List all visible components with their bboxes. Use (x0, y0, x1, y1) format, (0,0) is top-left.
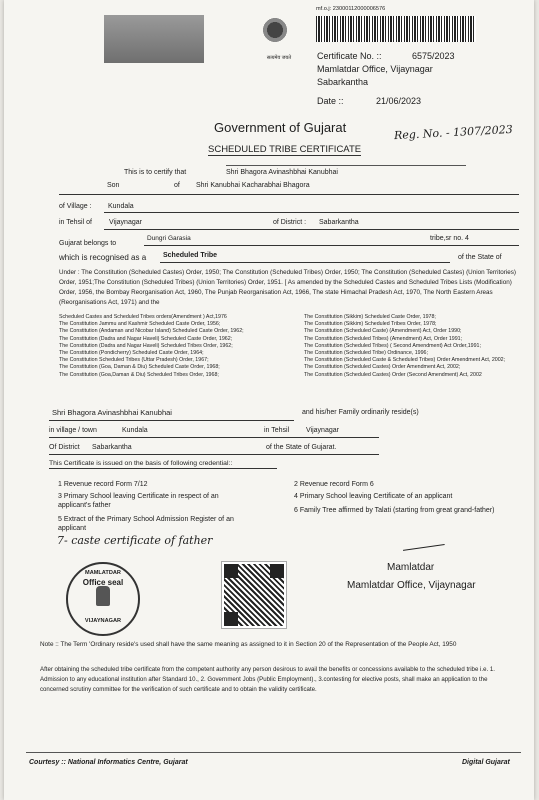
footer-right: Digital Gujarat (462, 759, 510, 766)
recognised-label: which is recognised as a (59, 253, 147, 262)
seal-emblem-icon (96, 586, 110, 606)
credential-item-6: 6 Family Tree affirmed by Talati (starting from great grand-father) (294, 507, 495, 514)
resides-village-label: in village / town (49, 427, 97, 434)
of-label: of (174, 182, 180, 189)
applicant-photo (104, 15, 204, 63)
certify-text: This is to certify that (124, 169, 187, 176)
certificate-no-label: Certificate No. :: (317, 51, 382, 61)
order-item: The Constitution (Scheduled Tribes) ( Second Amendment) Act Order,1991; (304, 342, 481, 349)
village-value: Kundala (108, 203, 134, 210)
orders-right-list (304, 314, 529, 379)
state-of-label: of the State of (458, 254, 502, 261)
resides-district-value: Sabarkantha (92, 444, 132, 451)
emblem-caption: सत्यमेव जयते (266, 55, 292, 61)
district-value: Sabarkantha (319, 219, 359, 226)
order-item: The Constitution (Goa,Daman & Diu) Scheduled Tribes Order, 1968; (59, 371, 219, 378)
order-item: The Constitution (Sikkim) Scheduled Caste Order, 1978; (304, 314, 436, 320)
resides-village-value: Kundala (122, 427, 148, 434)
seal-middle-text: Office seal (82, 578, 124, 587)
tehsil-value: Vijaynagar (109, 219, 142, 226)
father-name: Shri Kanubhai Kacharabhai Bhagora (196, 182, 310, 189)
government-title: Government of Gujarat (214, 120, 347, 135)
tribe-value: Dungri Garasia (147, 235, 191, 242)
national-emblem-icon (262, 14, 288, 54)
office-line1: Mamlatdar Office, Vijaynagar (317, 64, 433, 74)
order-item: The Constitution (Goa, Daman & Diu) Scheduled Caste Order, 1968; (59, 364, 220, 371)
son-label: Son (107, 182, 120, 189)
resides-family-text: and his/her Family ordinarily reside(s) (302, 409, 419, 416)
order-item: The Constitution (Andaman and Nicobar Island) Scheduled Caste Order, 1962; (59, 328, 244, 335)
certificate-page (4, 0, 534, 800)
order-item: The Constitution (Scheduled Castes) Order (Second Amendment) Act, 2002 (304, 371, 482, 378)
signatory-office: Mamlatdar Office, Vijaynagar (347, 580, 476, 591)
resides-state-text: of the State of Gujarat. (266, 444, 337, 451)
order-item: The Constitution (Dadra and Nagar Haveli) Scheduled Caste Order, 1962; (59, 335, 233, 342)
certificate-title: SCHEDULED TRIBE CERTIFICATE (208, 144, 362, 155)
reg-no-handwritten: Reg. No. - 1307/2023 (393, 122, 514, 143)
signature (401, 532, 444, 551)
credentials-heading: This Certificate is issued on the basis of following credential:: (49, 459, 277, 469)
resides-underline (49, 420, 294, 421)
under-paragraph: Under : The Constitution (Scheduled Castes) Order, 1950; The Constitution (Scheduled Tribes) Order, 1950; The Constitution (Scheduled Castes) (Union Territories) Order, 1951;The Constitution (Scheduled Tribes) (Union Territories) Order, 1951. [ As amended by the Scheduled Castes and Scheduled Tribes Lists (Modification) Order, 1956, the Bombay Reorganisation Act, 1960, The Punjab Reorganisation Act, 1966, The state Himachal Pradesh Act, 1970, The North Eastern Areas (Reorganisations Act, 1971) and the (59, 269, 516, 306)
village-underline (104, 212, 519, 213)
resides-name: Shri Bhagora Avinashbhai Kanubhai (52, 408, 172, 417)
order-item: The Constitution (Scheduled Caste & Scheduled Tribes) Order Amendment Act, 2002; (304, 357, 506, 364)
order-item: The Constitution (Dadra and Nagar Haveli) Scheduled Tribes Order, 1962; (59, 342, 233, 349)
credential-item-4: 4 Primary School leaving Certificate of an applicant (294, 493, 453, 500)
order-item: The Constitution (Scheduled Tribes) (Amendment) Act, Order 1991; (304, 335, 463, 342)
tribe-underline (144, 245, 519, 246)
tribe-sr-label: tribe,sr no. 4 (430, 235, 469, 242)
credential-item-7-handwritten: 7- caste certificate of father (57, 534, 213, 547)
credential-item-5: 5 Extract of the Primary School Admission Register of an applicant (58, 516, 234, 532)
village-label: of Village : (59, 203, 92, 210)
date-value: 21/06/2023 (376, 96, 422, 106)
after-paragraph: After obtaining the scheduled tribe certificate from the competent authority any person desirous to avail the benefits or concessions available to the scheduled tribe i.e. 1. Admission to any educational institution after Standard 10., 2. Government Jobs (Public Employment)., 3.contesting for elective posts, shall make an application to the concerned scrutiny committee for the verification of such certificate and to obtain the validity certificate. (40, 666, 495, 693)
order-item: The Constitution Scheduled Tribes (Uttar Pradesh) Order, 1967; (59, 357, 209, 364)
office-line2: Sabarkantha (317, 77, 369, 87)
barcode (316, 16, 476, 42)
tehsil-underline (104, 229, 519, 230)
resides-tehsil-label: in Tehsil (264, 427, 290, 434)
credential-item-2: 2 Revenue record Form 6 (294, 481, 374, 488)
seal-bottom-text: VIJAYNAGAR (84, 618, 122, 624)
footer-left: Courtesy :: National Informatics Centre, Gujarat (29, 759, 188, 766)
resides-tehsil-value: Vijaynagar (306, 427, 339, 434)
resides-district-underline (49, 454, 379, 455)
district-label: of District : (273, 219, 307, 226)
signatory-title: Mamlatdar (387, 562, 435, 573)
note-text: Note :: The Term 'Ordinary reside's used shall have the same meaning as assigned to it in Section 20 of the Representation of the People Act, 1950 (40, 641, 457, 648)
order-item: The Constitution (Scheduled Caste) (Amendment) Act, Order 1990; (304, 328, 462, 335)
order-item: The Constitution (Sikkim) Scheduled Tribes Order, 1978; (304, 321, 437, 328)
qr-code (222, 562, 286, 628)
applicant-name: Shri Bhagora Avinashbhai Kanubhai (226, 169, 338, 176)
resides-district-label: Of District (49, 444, 80, 451)
date-label: Date :: (317, 96, 344, 106)
barcode-text: mf.o.j: 23000112000006576 (316, 6, 386, 12)
order-item: The Constitution (Pondicherry) Scheduled Caste Order, 1964; (59, 350, 204, 357)
order-item: Scheduled Castes and Scheduled Tribes orders(Amendment ) Act,1976 (59, 314, 227, 320)
seal-top-text: MAMLATDAR (85, 570, 121, 576)
applicant-name-field (226, 165, 466, 177)
order-item: The Constitution (Scheduled Castes) Order Amendment Act, 2002; (304, 364, 461, 371)
belongs-label: Gujarat belongs to (59, 240, 117, 247)
recognised-underline (160, 262, 450, 263)
footer-rule (26, 752, 521, 753)
tehsil-label: in Tehsil of (59, 219, 92, 226)
order-item: The Constitution (Scheduled Tribe) Ordinance, 1996; (304, 350, 428, 357)
credential-item-3: 3 Primary School leaving Certificate in respect of an applicant's father (58, 493, 219, 509)
certificate-no-value: 6575/2023 (412, 51, 455, 61)
office-seal (66, 562, 140, 636)
father-underline (59, 194, 519, 195)
order-item: The Constitution Jammu and Kashmir Scheduled Caste Order, 1956; (59, 321, 221, 328)
credential-item-1: 1 Revenue record Form 7/12 (58, 481, 148, 488)
resides-village-underline (49, 437, 379, 438)
recognised-value: Scheduled Tribe (163, 252, 218, 259)
orders-left-list (59, 314, 299, 379)
